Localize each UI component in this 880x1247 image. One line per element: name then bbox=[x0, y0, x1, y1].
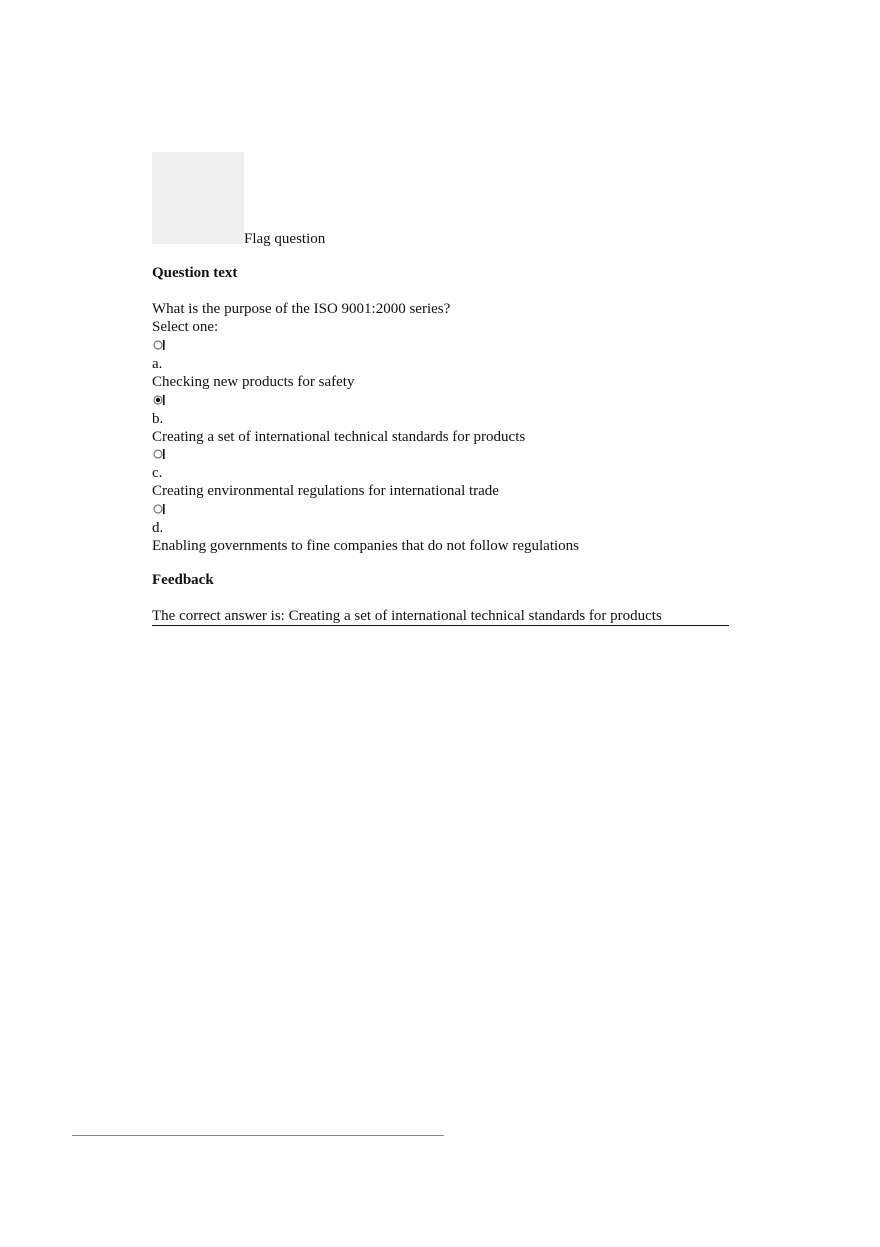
option-text[interactable]: Enabling governments to fine companies that do not follow regulations bbox=[152, 538, 579, 554]
option-text[interactable]: Checking new products for safety bbox=[152, 374, 355, 390]
option-letter: b. bbox=[152, 411, 164, 427]
option-radio-c[interactable] bbox=[153, 448, 166, 460]
feedback-underline bbox=[152, 625, 729, 626]
option-letter: c. bbox=[152, 465, 163, 481]
option-text[interactable]: Creating a set of international technical standards for products bbox=[152, 429, 526, 445]
flag-question-icon[interactable] bbox=[152, 152, 244, 244]
feedback-heading: Feedback bbox=[152, 572, 214, 588]
option-letter: a. bbox=[152, 356, 163, 372]
select-one-label: Select one: bbox=[152, 319, 219, 335]
option-radio-a[interactable] bbox=[153, 339, 166, 351]
option-radio-b[interactable] bbox=[153, 394, 166, 406]
flag-question-label[interactable]: Flag question bbox=[244, 231, 326, 247]
question-text-heading: Question text bbox=[152, 265, 238, 281]
question-text: What is the purpose of the ISO 9001:2000 series? bbox=[152, 301, 451, 317]
option-text[interactable]: Creating environmental regulations for international trade bbox=[152, 483, 499, 499]
footer-divider bbox=[72, 1135, 444, 1136]
feedback-text: The correct answer is: Creating a set of international technical standards for products bbox=[152, 608, 662, 624]
option-letter: d. bbox=[152, 520, 164, 536]
option-radio-d[interactable] bbox=[153, 503, 166, 515]
